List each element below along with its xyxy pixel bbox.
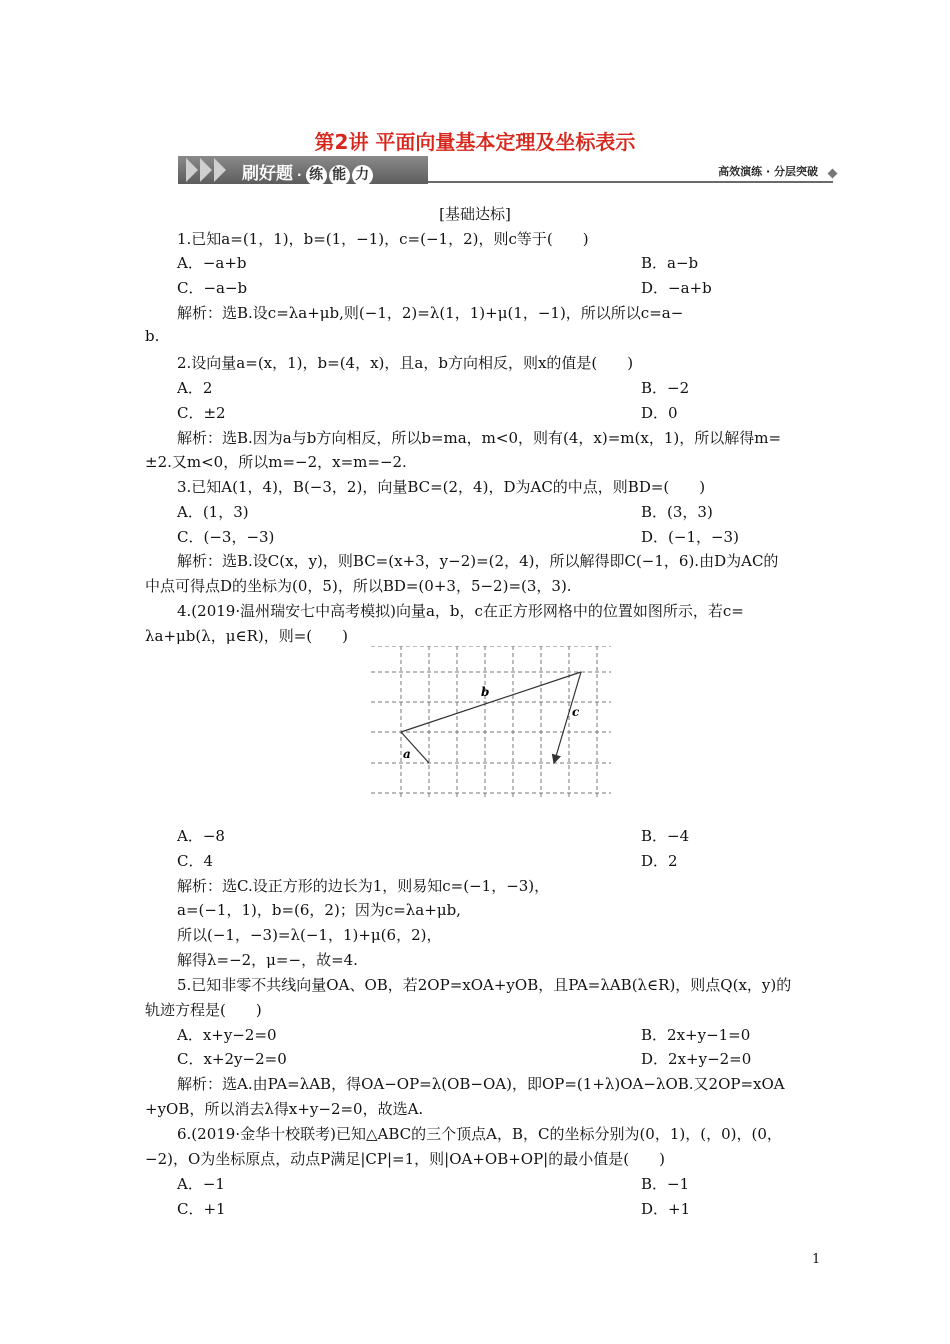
option-a: A．2 <box>177 379 213 397</box>
grid-lines <box>371 646 611 798</box>
chevron-right-icon <box>186 158 198 182</box>
question-stem: 1.已知a=(1，1)，b=(1，−1)，c=(−1，2)，则c等于( ) <box>177 230 589 248</box>
option-c: C．±2 <box>177 404 226 422</box>
solution-text: 解析：选C.设正方形的边长为1，则易知c=(−1，−3)， <box>177 877 550 895</box>
option-a: A．−1 <box>177 1175 225 1193</box>
banner-circle-char: 能 <box>329 165 350 186</box>
option-b: B．(3，3) <box>641 503 713 521</box>
diamond-icon <box>828 169 838 179</box>
solution-text: 所以(−1，−3)=λ(−1，1)+μ(6，2)， <box>177 926 442 944</box>
option-c: C．x+2y−2=0 <box>177 1050 287 1068</box>
option-b: B．2x+y−1=0 <box>641 1026 751 1044</box>
banner-label <box>242 159 375 186</box>
banner-label-a: 刷好题 <box>242 164 293 184</box>
option-d: D．+1 <box>641 1200 691 1218</box>
question-stem: 2.设向量a=(x，1)，b=(4，x)，且a，b方向相反，则x的值是( ) <box>177 354 634 372</box>
option-b: B．−1 <box>641 1175 690 1193</box>
banner-dot: · <box>297 168 302 182</box>
question-stem: −2)，O为坐标原点，动点P满足|CP|=1，则|OA+OB+OP|的最小值是( ) <box>145 1150 665 1168</box>
question-stem: 6.(2019·金华十校联考)已知△ABC的三个顶点A，B，C的坐标分别为(0，1)，(，0)，(0， <box>177 1125 782 1143</box>
solution-text: +yOB，所以消去λ得x+y−2=0，故选A. <box>145 1100 424 1118</box>
question-stem: 3.已知A(1，4)，B(−3，2)，向量BC=(2，4)，D为AC的中点，则BD=( ) <box>177 478 706 496</box>
option-d: D．2 <box>641 852 678 870</box>
option-c: C．4 <box>177 852 214 870</box>
vector-grid-svg <box>371 646 611 798</box>
option-c: C．+1 <box>177 1200 226 1218</box>
vector-b-label: b <box>481 685 490 699</box>
solution-text: 解得λ=−2，μ=−，故=4. <box>177 951 358 969</box>
solution-text: 中点可得点D的坐标为(0，5)，所以BD=(0+3，5−2)=(3，3). <box>145 577 572 595</box>
option-c: C．−a−b <box>177 279 248 297</box>
banner-right-text: 高效演练 · 分层突破 <box>718 165 818 178</box>
page-number: 1 <box>812 1252 821 1267</box>
option-a: A．−8 <box>177 827 225 845</box>
solution-text: 解析：选B.因为a与b方向相反，所以b=ma，m<0，则有(4，x)=m(x，1)，所以解得m= <box>177 429 782 447</box>
banner-rule <box>428 181 833 183</box>
option-b: B．−2 <box>641 379 690 397</box>
solution-text: b. <box>145 327 160 345</box>
section-heading: [基础达标] <box>439 205 511 223</box>
vector-c-label: c <box>572 705 580 719</box>
banner-circle-char: 力 <box>352 165 373 186</box>
option-d: D．0 <box>641 404 678 422</box>
option-d: D．2x+y−2=0 <box>641 1050 752 1068</box>
option-a: A．−a+b <box>177 254 247 272</box>
option-d: D．(−1，−3) <box>641 528 739 546</box>
banner-bar <box>178 156 428 184</box>
chevron-right-icon <box>200 158 212 182</box>
option-b: B．−4 <box>641 827 690 845</box>
banner-circle-char: 练 <box>306 165 327 186</box>
option-b: B．a−b <box>641 254 699 272</box>
option-d: D．−a+b <box>641 279 712 297</box>
section-banner <box>178 156 838 184</box>
option-a: A．x+y−2=0 <box>177 1026 277 1044</box>
question-stem: λa+μb(λ，μ∈R)，则=( ) <box>145 627 348 645</box>
question-stem: 4.(2019·温州瑞安七中高考模拟)向量a，b，c在正方形网格中的位置如图所示，若c= <box>177 602 744 620</box>
solution-text: 解析：选B.设c=λa+μb,则(−1，2)=λ(1，1)+μ(1，−1)，所以所以c=a− <box>177 304 684 322</box>
vector-grid-figure <box>371 646 611 798</box>
option-c: C．(−3，−3) <box>177 528 275 546</box>
solution-text: a=(−1，1)，b=(6，2)；因为c=λa+μb, <box>177 901 461 919</box>
solution-text: 解析：选A.由PA=λAB，得OA−OP=λ(OB−OA)，即OP=(1+λ)OA−λOB.又2OP=xOA <box>177 1075 785 1093</box>
vector-a-label: a <box>403 747 411 761</box>
solution-text: ±2.又m<0，所以m=−2，x=m=−2. <box>145 453 407 471</box>
solution-text: 解析：选B.设C(x，y)，则BC=(x+3，y−2)=(2，4)，所以解得即C(−1，6).由D为AC的 <box>177 552 779 570</box>
chevron-right-icon <box>214 158 226 182</box>
option-a: A．(1，3) <box>177 503 249 521</box>
question-stem: 轨迹方程是( ) <box>145 1001 262 1019</box>
question-stem: 5.已知非零不共线向量OA、OB，若2OP=xOA+yOB，且PA=λAB(λ∈R)，则点Q(x，y)的 <box>177 976 792 994</box>
page-title: 第2讲 平面向量基本定理及坐标表示 <box>314 130 636 154</box>
